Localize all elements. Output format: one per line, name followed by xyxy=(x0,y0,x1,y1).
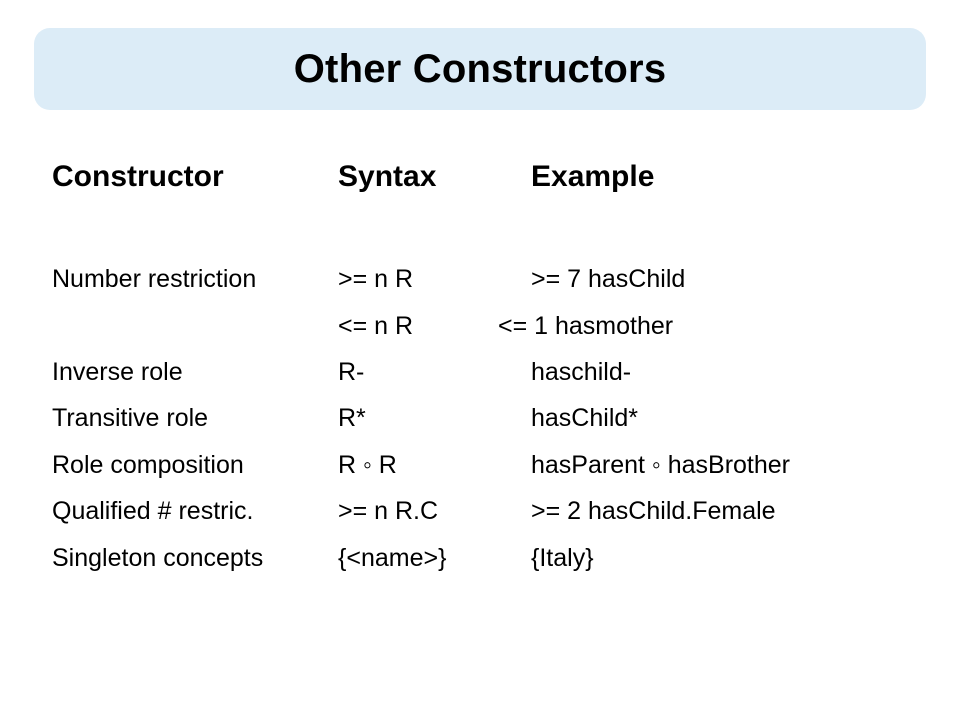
row-0-example: >= 7 hasChild xyxy=(531,265,686,293)
row-1-syntax: <= n R xyxy=(338,312,414,340)
row-5-syntax: >= n R.C xyxy=(338,497,439,525)
row-1-example: <= 1 hasmother xyxy=(498,312,674,340)
row-0-syntax: >= n R xyxy=(338,265,414,293)
row-2-constructor: Inverse role xyxy=(52,358,183,386)
row-5-example: >= 2 hasChild.Female xyxy=(531,497,776,525)
row-6-syntax: {<name>} xyxy=(338,544,447,572)
slide-title: Other Constructors xyxy=(293,46,667,91)
row-6-constructor: Singleton concepts xyxy=(52,544,264,572)
row-3-constructor: Transitive role xyxy=(52,404,209,432)
header-example: Example xyxy=(531,160,655,193)
row-3-syntax: R* xyxy=(338,404,366,432)
row-0-constructor: Number restriction xyxy=(52,265,257,293)
header-syntax: Syntax xyxy=(338,160,437,193)
row-5-constructor: Qualified # restric. xyxy=(52,497,254,525)
row-4-constructor: Role composition xyxy=(52,451,244,479)
row-3-example: hasChild* xyxy=(531,404,639,432)
row-2-example: haschild- xyxy=(531,358,632,386)
header-constructor: Constructor xyxy=(52,160,224,193)
row-6-example: {Italy} xyxy=(531,544,594,572)
row-4-syntax: R ◦ R xyxy=(338,451,397,479)
row-2-syntax: R- xyxy=(338,358,365,386)
row-4-example: hasParent ◦ hasBrother xyxy=(531,451,791,479)
